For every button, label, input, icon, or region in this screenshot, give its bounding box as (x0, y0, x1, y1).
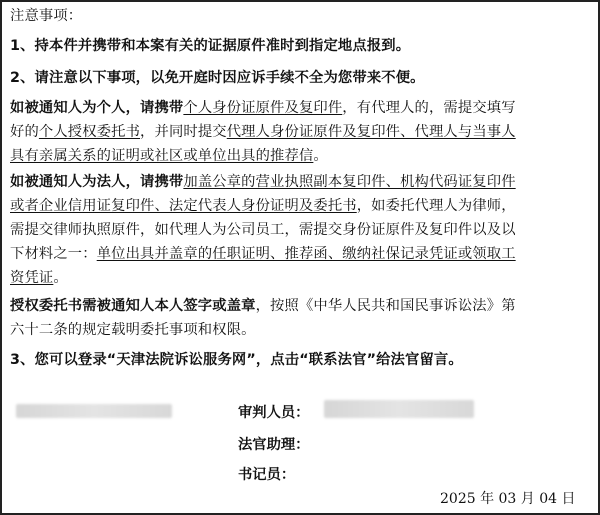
text-segment: 。 (53, 270, 68, 286)
legal-para-line-2 (10, 196, 590, 216)
text-segment: 如被通知人为个人，请携带 (10, 100, 184, 116)
text-segment: 好的 (10, 124, 39, 140)
notice-item-3: 3、您可以登录“天津法院诉讼服务网”，点击“联系法官”给法官留言。 (10, 352, 463, 368)
underlined-requirement: 个人身份证原件及复印件 (183, 100, 343, 116)
clerk-label: 书记员： (238, 467, 296, 483)
notice-item-1: 1、持本件并携带和本案有关的证据原件准时到指定地点报到。 (10, 38, 411, 54)
legal-para-line-1 (10, 172, 590, 192)
redacted-court-name (16, 404, 172, 418)
underlined-requirement: 具有亲属关系的证明或社区或单位出具的推荐信 (10, 148, 314, 164)
individual-para-line-1 (10, 98, 590, 118)
legal-para-line-3: 需提交律师执照原件，如代理人为公司员工，需提交身份证原件及复印件以及以 (10, 222, 516, 238)
judge-label: 审判人员： (238, 405, 310, 421)
underlined-requirement: 单位出具并盖章的任职证明、推荐函、缴纳社保记录凭证或领取工 (96, 246, 516, 262)
underlined-requirement: 加盖公章的营业执照副本复印件、机构代码证复印件 (183, 174, 516, 190)
text-segment: ，按照《中华人民共和国民事诉讼法》第 (255, 298, 516, 314)
legal-para-line-4 (10, 244, 590, 264)
text-segment: 授权委托书需被通知人本人签字或盖章 (10, 298, 256, 314)
underlined-requirement: 个人授权委托书 (38, 124, 141, 140)
auth-para-line-2: 六十二条的规定载明委托事项和权限。 (10, 322, 256, 338)
individual-para-line-3 (10, 146, 590, 166)
auth-para-line-1 (10, 296, 590, 316)
legal-para-line-5 (10, 268, 590, 288)
underlined-requirement: 或者企业信用证复印件、法定代表人身份证明及委托书 (10, 198, 357, 214)
underlined-requirement: 资凭证 (10, 270, 54, 286)
text-segment: ，并同时提交 (140, 124, 227, 140)
text-segment: 如被通知人为法人，请携带 (10, 174, 184, 190)
text-segment: 。 (313, 148, 328, 164)
text-segment: ，有代理人的，需提交填写 (342, 100, 516, 116)
underlined-requirement: 代理人身份证原件及复印件、代理人与当事人 (226, 124, 516, 140)
text-segment: 下材料之一： (10, 246, 97, 262)
notice-heading: 注意事项： (10, 8, 83, 24)
assistant-label: 法官助理： (238, 437, 310, 453)
document-date: 2025 年 03 月 04 日 (440, 491, 576, 507)
text-segment: ，如委托代理人为律师， (356, 198, 516, 214)
individual-para-line-2 (10, 122, 590, 142)
notice-item-2: 2、请注意以下事项，以免开庭时因应诉手续不全为您带来不便。 (10, 70, 425, 86)
redacted-judge-name (324, 400, 474, 418)
